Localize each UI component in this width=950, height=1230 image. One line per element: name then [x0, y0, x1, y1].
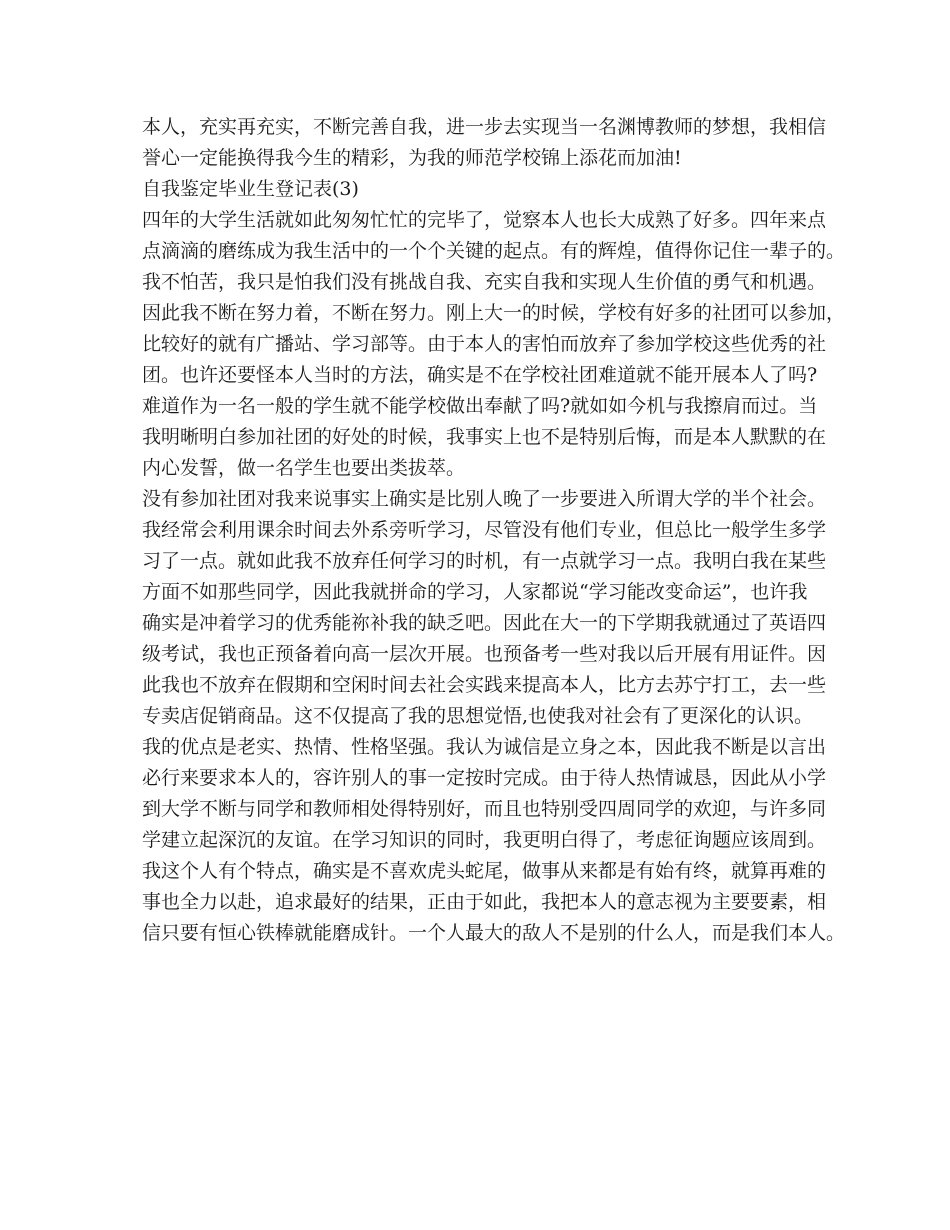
document-body	[142, 112, 846, 949]
paragraph-2	[142, 484, 842, 732]
text-line: 誉心一定能换得我今生的精彩，为我的师范学校锦上添花而加油!	[142, 147, 682, 169]
text-line: 本人，充实再充实，不断完善自我，进一步去实现当一名渊博教师的梦想，我相信	[142, 116, 827, 138]
paragraph-3	[142, 732, 846, 949]
text-line: 我经常会利用课余时间去外系旁听学习，尽管没有他们专业，但总比一般学生多学	[142, 519, 827, 541]
text-line: 必行来要求本人的，容许别人的事一定按时完成。由于待人热情诚恳，因此从小学	[142, 767, 827, 789]
text-line: 习了一点。就如此我不放弃任何学习的时机，有一点就学习一点。我明白我在某些	[142, 550, 827, 572]
text-line: 事也全力以赴，追求最好的结果，正由于如此，我把本人的意志视为主要要素，相	[142, 891, 827, 913]
text-line: 难道作为一名一般的学生就不能学校做出奉献了吗?就如如今机与我擦肩而过。当	[142, 395, 818, 417]
text-line: 到大学不断与同学和教师相处得特别好，而且也特别受四周同学的欢迎，与许多同	[142, 798, 827, 820]
text-line: 比较好的就有广播站、学习部等。由于本人的害怕而放弃了参加学校这些优秀的社	[142, 333, 827, 355]
intro-paragraph	[142, 112, 842, 174]
text-line: 信只要有恒心铁棒就能磨成针。一个人最大的敌人不是别的什么人，而是我们本人。	[142, 922, 846, 944]
text-line: 方面不如那些同学，因此我就拼命的学习，人家都说“学习能改变命运”，也许我	[142, 581, 808, 603]
text-line: 确实是冲着学习的优秀能祢补我的缺乏吧。因此在大一的下学期我就通过了英语四	[142, 612, 827, 634]
text-line: 我明晰明白参加社团的好处的时候，我事实上也不是特别后悔，而是本人默默的在	[142, 426, 827, 448]
text-line: 级考试，我也正预备着向高一层次开展。也预备考一些对我以后开展有用证件。因	[142, 643, 827, 665]
text-line: 专卖店促销商品。这不仅提高了我的思想觉悟,也使我对社会有了更深化的认识。	[142, 705, 814, 727]
text-line: 团。也许还要怪本人当时的方法，确实是不在学校社团难道就不能开展本人了吗?	[142, 364, 818, 386]
paragraph-1	[142, 205, 846, 484]
text-line: 此我也不放弃在假期和空闲时间去社会实践来提高本人，比方去苏宁打工，去一些	[142, 674, 827, 696]
text-line: 我不怕苦，我只是怕我们没有挑战自我、充实自我和实现人生价值的勇气和机遇。	[142, 271, 827, 293]
text-line: 内心发誓，做一名学生也要出类拔萃。	[142, 457, 466, 479]
text-line: 学建立起深沉的友谊。在学习知识的同时，我更明白得了，考虑征询题应该周到。	[142, 829, 827, 851]
text-line: 我这个人有个特点，确实是不喜欢虎头蛇尾，做事从来都是有始有终，就算再难的	[142, 860, 827, 882]
section-title: 自我鉴定毕业生登记表(3)	[142, 178, 359, 200]
text-line: 点滴滴的磨练成为我生活中的一个个关键的起点。有的辉煌，值得你记住一辈子的。	[142, 240, 846, 262]
text-line: 因此我不断在努力着，不断在努力。刚上大一的时候，学校有好多的社团可以参加，	[142, 302, 846, 324]
text-line: 没有参加社团对我来说事实上确实是比别人晚了一步要进入所谓大学的半个社会。	[142, 488, 827, 510]
text-line: 四年的大学生活就如此匆匆忙忙的完毕了，觉察本人也长大成熟了好多。四年来点	[142, 209, 827, 231]
text-line: 我的优点是老实、热情、性格坚强。我认为诚信是立身之本，因此我不断是以言出	[142, 736, 827, 758]
